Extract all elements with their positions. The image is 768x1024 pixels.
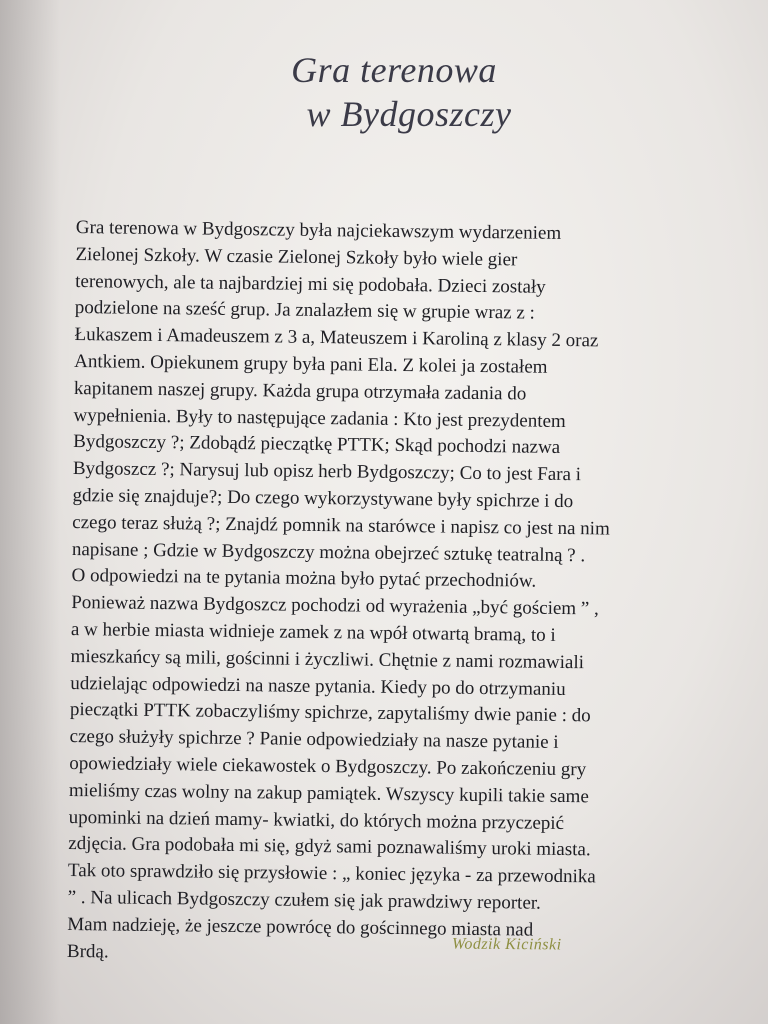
text-line: czego teraz służą ?; Znajdź pomnik na starówce i napisz co jest na nim	[72, 511, 610, 540]
text-line: podzielone na sześć grup. Ja znalazłem się w grupie wraz z :	[74, 297, 535, 325]
text-line: Mam nadzieję, że jeszcze powrócę do gościnnego miasta nad	[67, 913, 534, 941]
text-line: czego służyły spichrze ? Panie odpowiedziały na nasze pytanie i	[69, 726, 559, 754]
text-line: ” . Na ulicach Bydgoszczy czułem się jak prawdziwy reporter.	[67, 886, 541, 914]
text-line: terenowych, ale ta najbardziej mi się podobała. Dzieci zostały	[75, 270, 546, 298]
page-shadow	[0, 0, 60, 1024]
text-line: O odpowiedzi na te pytania można było pytać przechodniów.	[71, 565, 537, 593]
text-line: opowiedziały wiele ciekawostek o Bydgoszczy. Po zakończeniu gry	[69, 752, 587, 781]
text-line: kapitanem naszej grupy. Każda grupa otrzymała zadania do	[73, 377, 527, 405]
text-line: wypełnienia. Były to następujące zadania : Kto jest prezydentem	[73, 404, 566, 432]
page-title-line-2: w Bydgoszczy	[306, 94, 512, 134]
page-title-line-1: Gra terenowa	[291, 50, 497, 90]
essay-body	[67, 215, 716, 973]
text-line: Łukaszem i Amadeuszem z 3 a, Mateuszem i Karoliną z klasy 2 oraz	[74, 324, 599, 352]
text-line: Brdą.	[66, 940, 109, 962]
text-line: mieliśmy czas wolny na zakup pamiątek. Wszyscy kupili takie same	[68, 779, 589, 808]
text-line: Bydgoszczy ?; Zdobądź pieczątkę PTTK; Skąd pochodzi nazwa	[73, 431, 561, 459]
text-line: a w herbie miasta widnieje zamek z na wpół otwartą bramą, to i	[70, 618, 556, 646]
text-line: gdzie się znajduje?; Do czego wykorzystywane były spichrze i do	[72, 484, 574, 513]
author-signature: Wodzik Kiciński	[451, 935, 562, 954]
text-line: pieczątki PTTK zobaczyliśmy spichrze, zapytaliśmy dwie panie : do	[69, 699, 591, 727]
text-line: Bydgoszcz ?; Narysuj lub opisz herb Bydgoszczy; Co to jest Fara i	[72, 458, 582, 486]
text-line: zdjęcia. Gra podobała mi się, gdyż sami poznawaliśmy uroki miasta.	[68, 833, 591, 861]
text-line: mieszkańcy są mili, gościnni i życzliwi. Chętnie z nami rozmawiali	[70, 645, 585, 673]
text-line: Ponieważ nazwa Bydgoszcz pochodzi od wyrażenia „być gościem ” ,	[71, 592, 599, 620]
text-line: upominki na dzień mamy- kwiatki, do których można przyczepić	[68, 806, 565, 834]
text-line: udzielając odpowiedzi na nasze pytania. Kiedy po do otrzymaniu	[70, 672, 566, 700]
text-line: Antkiem. Opiekunem grupy była pani Ela. Z kolei ja zostałem	[74, 350, 548, 378]
text-line: napisane ; Gdzie w Bydgoszczy można obejrzeć sztukę teatralną ? .	[71, 538, 586, 566]
text-line: Gra terenowa w Bydgoszczy była najciekawszym wydarzeniem	[75, 216, 562, 244]
text-line: Tak oto sprawdziło się przysłowie : „ koniec języka - za przewodnika	[67, 860, 596, 888]
text-line: Zielonej Szkoły. W czasie Zielonej Szkoły było wiele gier	[75, 243, 518, 271]
